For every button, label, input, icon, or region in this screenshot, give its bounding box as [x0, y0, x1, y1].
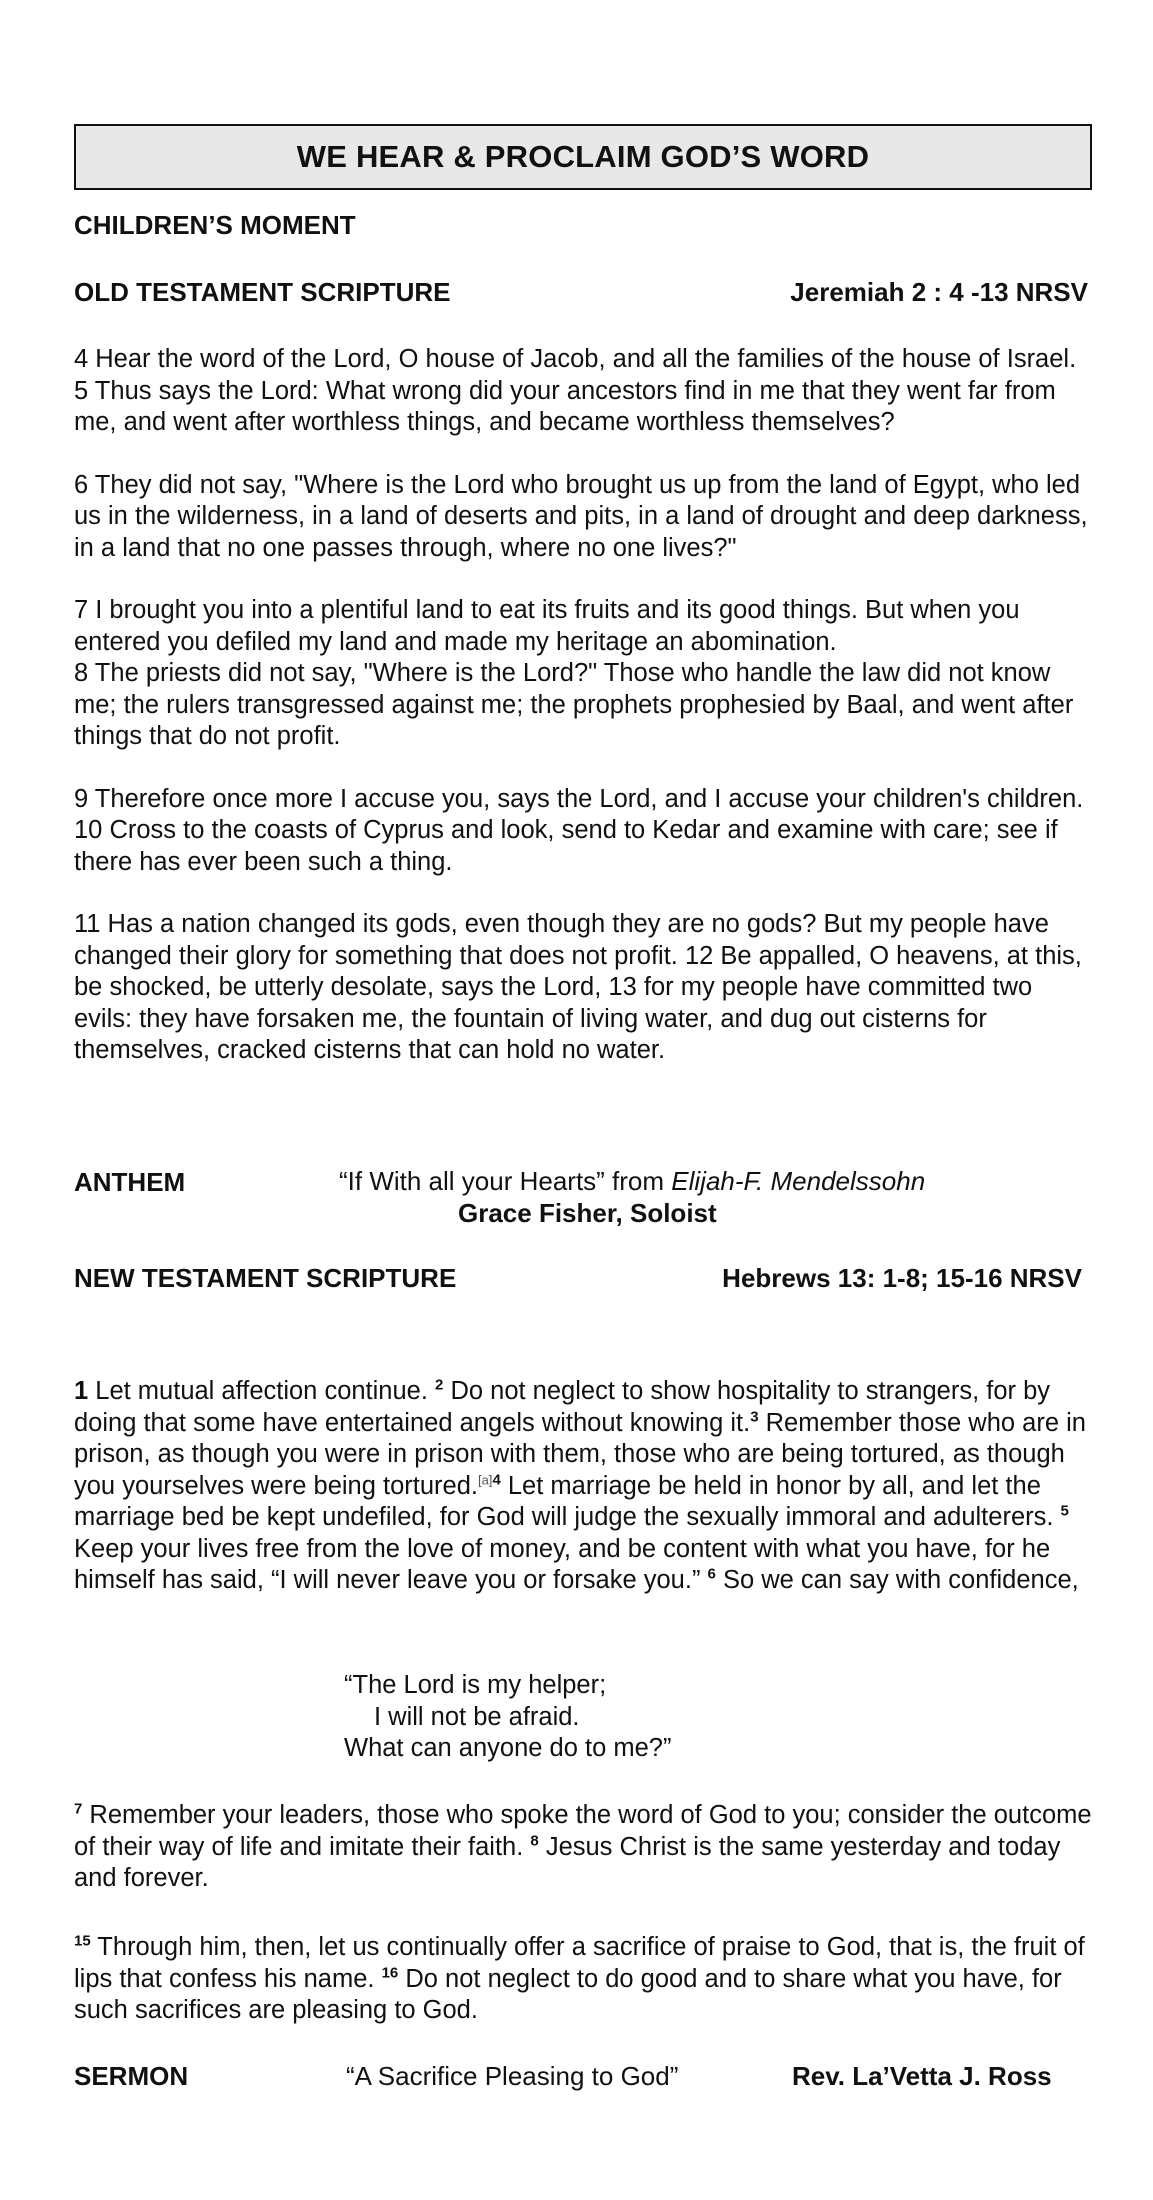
anthem-title-line: [339, 1166, 925, 1197]
scripture-paragraph: 1 Let mutual affection continue. $^2$ Do not neglect to show hospitality to strangers, for by doing that some have entertained angels without knowing it.$^3$ Remember those who are in prison, as though you were in prison with them, those who are being tortured, as though you yourselves were being tortured.$^{[a]4}$ Let marriage be held in honor by all, and let the marriage bed be kept undefiled, for God will judge the sexually immoral and adulterers. $^5$ Keep your lives free from the love of money, and be content with what you have, for he himself has said, “I will never leave you or forsake you.” $^6$ So we can say with confidence,: [74, 1376, 1086, 1594]
new-testament-heading: NEW TESTAMENT SCRIPTURE: [74, 1263, 457, 1293]
scripture-paragraph: 6 They did not say, "Where is the Lord who brought us up from the land of Egypt, who led us in the wilderness, in a land of deserts and pits, in a land of drought and deep darkness, in a land that no one passes through, where no one lives?": [74, 470, 1088, 562]
new-testament-passage: [74, 1376, 1094, 1597]
old-testament-heading: OLD TESTAMENT SCRIPTURE: [74, 277, 451, 307]
anthem-title: “If With all your Hearts” from: [339, 1166, 672, 1196]
scripture-paragraph: $^{15}$ Through him, then, let us continually offer a sacrifice of praise to God, that is, the fruit of lips that confess his name. $^{16}$ Do not neglect to do good and to share what you have, for such sacrifices are pleasing to God.: [74, 1932, 1085, 2024]
verse-number: 3: [750, 1408, 759, 1425]
verse-number: 15: [74, 1932, 91, 1950]
scripture-paragraph: 8 The priests did not say, "Where is the Lord?" Those who handle the law did not know me; the rulers transgressed against me; the prophets prophesied by Baal, and went after things that do not profit.: [74, 659, 1074, 750]
verse-number: 5: [1060, 1502, 1069, 1520]
anthem-heading: ANTHEM: [74, 1167, 186, 1197]
verse-number: 8: [530, 1832, 539, 1849]
verse-number: 4: [492, 1471, 501, 1488]
verse-number: 7: [74, 1800, 83, 1818]
sermon-preacher: Rev. La’Vetta J. Ross: [792, 2061, 1052, 2091]
verse-number: 2: [435, 1376, 444, 1394]
footnote-link[interactable]: [a]: [477, 1472, 493, 1487]
sermon-title: “A Sacrifice Pleasing to God”: [346, 2061, 679, 2091]
childrens-moment-heading: CHILDREN’S MOMENT: [74, 210, 356, 240]
sermon-heading: SERMON: [74, 2061, 189, 2091]
quote-line: “The Lord is my helper;: [344, 1671, 607, 1699]
scripture-paragraph: 4 Hear the word of the Lord, O house of Jacob, and all the families of the house of Israel. 5 Thus says the Lord: What wrong did your ancestors find in me that they went far from me, and went after worthless things, and became worthless themselves?: [74, 345, 1077, 436]
scripture-quote: [344, 1670, 671, 1765]
scripture-paragraph: $^7$ Remember your leaders, those who spoke the word of God to you; consider the outcome of their way of life and imitate their faith. $^8$ Jesus Christ is the same yesterday and today and forever.: [74, 1800, 1092, 1892]
quote-line: I will not be afraid.: [374, 1702, 580, 1731]
section-title: WE HEAR & PROCLAIM GOD’S WORD: [74, 124, 1092, 190]
anthem-soloist: Grace Fisher, Soloist: [458, 1198, 717, 1228]
new-testament-reference: Hebrews 13: 1-8; 15-16 NRSV: [722, 1263, 1082, 1293]
old-testament-reference: Jeremiah 2 : 4 -13 NRSV: [790, 277, 1088, 307]
scripture-paragraph: 9 Therefore once more I accuse you, says the Lord, and I accuse your children's children. 10 Cross to the coasts of Cyprus and look, send to Kedar and examine with care; see if there has ever been such a thing.: [74, 784, 1084, 876]
scripture-paragraph: 11 Has a nation changed its gods, even though they are no gods? But my people have changed their glory for something that does not profit. 12 Be appalled, O heavens, at this, be shocked, be utterly desolate, says the Lord, 13 for my people have committed two evils: they have forsaken me, the fountain of living water, and dug out cisterns for themselves, cracked cisterns that can hold no water.: [74, 910, 1082, 1064]
new-testament-header-row: [74, 1263, 1082, 1294]
verse-number: 6: [707, 1565, 716, 1583]
old-testament-header-row: [74, 277, 1088, 308]
quote-line: What can anyone do to me?”: [344, 1734, 672, 1762]
scripture-paragraph: 7 I brought you into a plentiful land to eat its fruits and its good things. But when you entered you defiled my land and made my heritage an abomination.: [74, 596, 1020, 656]
anthem-source: Elijah-F. Mendelssohn: [671, 1166, 926, 1196]
old-testament-passage: [74, 344, 1094, 1067]
verse-number: 16: [381, 1964, 399, 1981]
verse-number: 1: [74, 1377, 89, 1405]
